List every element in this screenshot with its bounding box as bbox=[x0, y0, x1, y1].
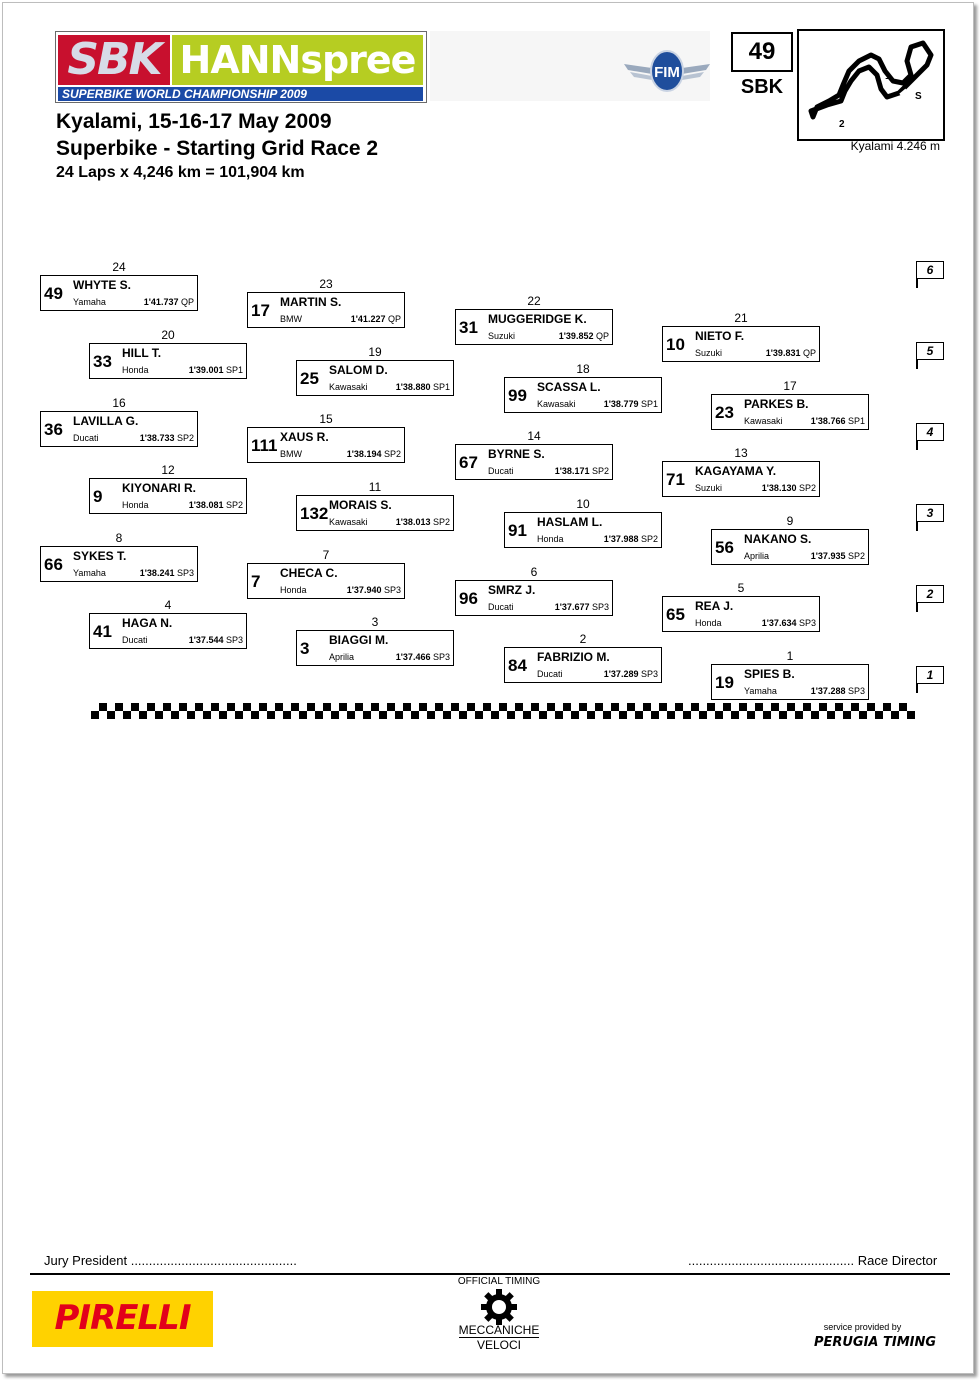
session-label: SP3 bbox=[225, 635, 243, 645]
championship-text: SUPERBIKE WORLD CHAMPIONSHIP 2009 bbox=[62, 87, 307, 101]
rider-name: KAGAYAMA Y. bbox=[695, 464, 777, 478]
grid-slot bbox=[711, 394, 869, 430]
rider-team: Suzuki bbox=[695, 348, 723, 358]
grid-slot bbox=[504, 647, 662, 683]
grid-position-label: 10 bbox=[576, 497, 590, 511]
rider-name: HAGA N. bbox=[122, 616, 173, 630]
grid-position-label: 16 bbox=[112, 396, 126, 410]
rider-name: CHECA C. bbox=[280, 566, 338, 580]
veloci-text: VELOCI bbox=[476, 1338, 521, 1352]
session-label: SP3 bbox=[432, 652, 450, 662]
rider-name: SYKES T. bbox=[73, 549, 127, 563]
session-label: SP1 bbox=[847, 416, 865, 426]
grid-position-label: 23 bbox=[319, 277, 333, 291]
row-flag bbox=[916, 423, 946, 449]
session-label: SP2 bbox=[383, 449, 401, 459]
grid-position-label: 6 bbox=[530, 565, 538, 579]
lap-time: 1'38.171 bbox=[554, 466, 590, 476]
rider-number: 9 bbox=[93, 487, 103, 506]
grid-position-label: 21 bbox=[734, 311, 748, 325]
session-label: QP bbox=[802, 348, 816, 358]
grid-slot bbox=[89, 478, 247, 514]
lap-time: 1'39.001 bbox=[188, 365, 224, 375]
grid-slot bbox=[247, 563, 405, 599]
rider-name: SPIES B. bbox=[744, 667, 795, 681]
lap-time: 1'37.935 bbox=[810, 551, 846, 561]
meccaniche-veloci-logo bbox=[440, 1323, 558, 1352]
grid-position-label: 20 bbox=[161, 328, 175, 342]
grid-slot bbox=[89, 613, 247, 649]
rider-team: BMW bbox=[280, 314, 302, 324]
rider-name: WHYTE S. bbox=[73, 278, 132, 292]
flag-pole bbox=[916, 521, 918, 531]
rider-team: Ducati bbox=[488, 466, 514, 476]
rider-number: 132 bbox=[300, 504, 329, 523]
sbk-hannspree-logo bbox=[55, 31, 427, 103]
lap-time: 1'37.634 bbox=[761, 618, 797, 628]
session-label: SP3 bbox=[591, 602, 609, 612]
rider-name: KIYONARI R. bbox=[122, 481, 197, 495]
grid-slot bbox=[296, 630, 454, 666]
session-label: SP3 bbox=[847, 686, 865, 696]
grid-position-label: 11 bbox=[368, 480, 382, 494]
grid-position-label: 13 bbox=[734, 446, 748, 460]
row-number: 6 bbox=[916, 261, 944, 279]
lap-time: 1'38.013 bbox=[395, 517, 431, 527]
rider-number: 33 bbox=[93, 352, 112, 371]
rider-team: Yamaha bbox=[73, 297, 106, 307]
pirelli-logo bbox=[32, 1291, 213, 1347]
rider-team: Yamaha bbox=[744, 686, 777, 696]
pirelli-logo-text: PIRELLI bbox=[54, 1298, 191, 1338]
rider-number: 65 bbox=[666, 605, 685, 624]
rider-team: Yamaha bbox=[73, 568, 106, 578]
lap-time: 1'38.241 bbox=[139, 568, 175, 578]
row-flag bbox=[916, 504, 946, 530]
lap-time: 1'41.227 bbox=[350, 314, 386, 324]
meccaniche-text: MECCANICHE bbox=[458, 1323, 540, 1337]
session-label: SP2 bbox=[176, 433, 194, 443]
lap-time: 1'38.130 bbox=[761, 483, 797, 493]
session-label: SP1 bbox=[640, 399, 658, 409]
fim-logo-text: FIM bbox=[654, 64, 680, 81]
rider-team: Suzuki bbox=[488, 331, 516, 341]
rider-number: 25 bbox=[300, 369, 319, 388]
rider-name: BYRNE S. bbox=[488, 447, 545, 461]
row-number: 4 bbox=[916, 423, 944, 441]
perugia-timing-logo: PERUGIA TIMING bbox=[813, 1335, 937, 1350]
grid-position-label: 19 bbox=[368, 345, 382, 359]
rider-name: MORAIS S. bbox=[329, 498, 392, 512]
grid-position-label: 17 bbox=[783, 379, 797, 393]
track-label-1: 1 bbox=[885, 71, 891, 82]
rider-name: HILL T. bbox=[122, 346, 162, 360]
session-label: SP3 bbox=[383, 585, 401, 595]
lap-time: 1'38.194 bbox=[346, 449, 382, 459]
grid-slot bbox=[89, 343, 247, 379]
grid-slot bbox=[711, 664, 869, 700]
row-number: 1 bbox=[916, 666, 944, 684]
grid-slot bbox=[40, 546, 198, 582]
track-label-s: S bbox=[915, 91, 922, 102]
lap-time: 1'38.766 bbox=[810, 416, 846, 426]
rider-team: Aprilia bbox=[744, 551, 770, 561]
row-number: 2 bbox=[916, 585, 944, 603]
rider-team: Honda bbox=[537, 534, 564, 544]
row-number: 3 bbox=[916, 504, 944, 522]
flag-pole bbox=[916, 683, 918, 693]
rider-name: SCASSA L. bbox=[537, 380, 601, 394]
rider-team: Aprilia bbox=[329, 652, 355, 662]
row-flag bbox=[916, 342, 946, 368]
grid-position-label: 2 bbox=[579, 632, 587, 646]
flag-pole bbox=[916, 278, 918, 288]
session-label: SP3 bbox=[176, 568, 194, 578]
session-label: SP2 bbox=[591, 466, 609, 476]
rider-number: 56 bbox=[715, 538, 734, 557]
rider-name: NIETO F. bbox=[695, 329, 745, 343]
lap-time: 1'38.779 bbox=[603, 399, 639, 409]
rider-team: Ducati bbox=[122, 635, 148, 645]
rider-number: 96 bbox=[459, 589, 478, 608]
grid-slot bbox=[247, 292, 405, 328]
jury-president-signature: Jury President .............................................. bbox=[44, 1253, 297, 1268]
rider-team: Ducati bbox=[537, 669, 563, 679]
grid-slot bbox=[662, 596, 820, 632]
rider-number: 49 bbox=[44, 284, 63, 303]
session-label: SP1 bbox=[225, 365, 243, 375]
grid-slot bbox=[455, 309, 613, 345]
grid-slot bbox=[662, 461, 820, 497]
grid-position-label: 24 bbox=[112, 260, 126, 274]
session-label: SP1 bbox=[432, 382, 450, 392]
session-label: SP2 bbox=[432, 517, 450, 527]
sbk-logo-text: SBK bbox=[67, 34, 161, 85]
rider-team: Kawasaki bbox=[329, 517, 368, 527]
lap-time: 1'37.466 bbox=[395, 652, 431, 662]
rider-name: NAKANO S. bbox=[744, 532, 812, 546]
rider-number: 84 bbox=[508, 656, 527, 675]
track-map-drawing bbox=[799, 31, 943, 139]
flag-pole bbox=[916, 602, 918, 612]
class-label: SBK bbox=[740, 76, 784, 98]
lap-time: 1'39.831 bbox=[765, 348, 801, 358]
rider-team: Kawasaki bbox=[744, 416, 783, 426]
rider-number: 17 bbox=[251, 301, 270, 320]
grid-position-label: 14 bbox=[527, 429, 541, 443]
race-distance: 24 Laps x 4,246 km = 101,904 km bbox=[56, 164, 305, 181]
rider-number: 67 bbox=[459, 453, 478, 472]
grid-slot bbox=[711, 529, 869, 565]
rider-number: 23 bbox=[715, 403, 734, 422]
lap-time: 1'38.880 bbox=[395, 382, 431, 392]
footer-divider bbox=[30, 1273, 950, 1275]
grid-position-label: 7 bbox=[322, 548, 330, 562]
lap-time: 1'37.988 bbox=[603, 534, 639, 544]
grid-position-label: 18 bbox=[576, 362, 590, 376]
rider-name: LAVILLA G. bbox=[73, 414, 139, 428]
grid-position-label: 4 bbox=[164, 598, 172, 612]
session-label: SP2 bbox=[798, 483, 816, 493]
rider-name: SMRZ J. bbox=[488, 583, 536, 597]
rider-team: BMW bbox=[280, 449, 302, 459]
document-title: Superbike - Starting Grid Race 2 bbox=[56, 137, 379, 160]
row-flag bbox=[916, 261, 946, 287]
grid-slot bbox=[296, 495, 454, 531]
rider-number: 41 bbox=[93, 622, 112, 641]
finish-line-checkered bbox=[91, 703, 915, 719]
rider-name: BIAGGI M. bbox=[329, 633, 389, 647]
rider-name: MUGGERIDGE K. bbox=[488, 312, 587, 326]
grid-position-label: 15 bbox=[319, 412, 333, 426]
rider-team: Honda bbox=[280, 585, 307, 595]
session-label: SP2 bbox=[847, 551, 865, 561]
fim-logo bbox=[622, 48, 712, 94]
rider-number: 19 bbox=[715, 673, 734, 692]
lap-time: 1'38.081 bbox=[188, 500, 224, 510]
rider-number: 91 bbox=[508, 521, 527, 540]
track-map bbox=[797, 29, 945, 141]
rider-team: Suzuki bbox=[695, 483, 723, 493]
grid-slot bbox=[455, 580, 613, 616]
grid-slot bbox=[40, 411, 198, 447]
rider-name: XAUS R. bbox=[280, 430, 329, 444]
lap-time: 1'37.288 bbox=[810, 686, 846, 696]
session-label: QP bbox=[387, 314, 401, 324]
race-director-signature: .............................................. Race Director bbox=[688, 1253, 938, 1268]
rider-number: 111 bbox=[251, 436, 278, 455]
row-flag bbox=[916, 666, 946, 692]
rider-team: Kawasaki bbox=[537, 399, 576, 409]
lap-time: 1'38.733 bbox=[139, 433, 175, 443]
lap-time: 1'37.544 bbox=[188, 635, 224, 645]
lap-time: 1'37.677 bbox=[554, 602, 590, 612]
lap-time: 1'41.737 bbox=[143, 297, 179, 307]
rider-number: 71 bbox=[666, 470, 685, 489]
official-timing-label: OFFICIAL TIMING bbox=[457, 1276, 541, 1287]
grid-slot bbox=[455, 444, 613, 480]
rider-number: 31 bbox=[459, 318, 478, 337]
rider-number: 7 bbox=[251, 572, 261, 591]
session-label: SP3 bbox=[640, 669, 658, 679]
rider-number: 99 bbox=[508, 386, 527, 405]
grid-slot bbox=[247, 427, 405, 463]
grid-position-label: 12 bbox=[161, 463, 175, 477]
grid-slot bbox=[662, 326, 820, 362]
service-provided-by: service provided by bbox=[823, 1322, 902, 1332]
session-label: QP bbox=[595, 331, 609, 341]
row-flag bbox=[916, 585, 946, 611]
grid-position-label: 22 bbox=[527, 294, 541, 308]
rider-team: Kawasaki bbox=[329, 382, 368, 392]
lap-time: 1'37.940 bbox=[346, 585, 382, 595]
grid-position-label: 8 bbox=[115, 531, 123, 545]
hannspree-logo-text: HANNspree bbox=[179, 38, 416, 82]
race-number: 49 bbox=[731, 32, 793, 72]
rider-name: REA J. bbox=[695, 599, 734, 613]
session-label: SP2 bbox=[225, 500, 243, 510]
session-label: SP3 bbox=[798, 618, 816, 628]
rider-number: 36 bbox=[44, 420, 63, 439]
lap-time: 1'39.852 bbox=[558, 331, 594, 341]
track-caption: Kyalami 4.246 m bbox=[850, 139, 940, 153]
flag-pole bbox=[916, 440, 918, 450]
rider-name: FABRIZIO M. bbox=[537, 650, 610, 664]
rider-team: Ducati bbox=[73, 433, 99, 443]
rider-team: Ducati bbox=[488, 602, 514, 612]
track-label-2: 2 bbox=[839, 119, 845, 130]
grid-slot bbox=[40, 275, 198, 311]
grid-slot bbox=[504, 512, 662, 548]
event-title: Kyalami, 15-16-17 May 2009 bbox=[56, 110, 332, 133]
rider-name: SALOM D. bbox=[329, 363, 388, 377]
gear-icon bbox=[480, 1288, 518, 1326]
grid-position-label: 1 bbox=[786, 649, 794, 663]
grid-slot bbox=[504, 377, 662, 413]
rider-team: Honda bbox=[695, 618, 722, 628]
rider-name: PARKES B. bbox=[744, 397, 809, 411]
session-label: SP2 bbox=[640, 534, 658, 544]
lap-time: 1'37.289 bbox=[603, 669, 639, 679]
rider-team: Honda bbox=[122, 500, 149, 510]
grid-position-label: 3 bbox=[371, 615, 379, 629]
flag-pole bbox=[916, 359, 918, 369]
rider-name: HASLAM L. bbox=[537, 515, 603, 529]
grid-slot bbox=[296, 360, 454, 396]
rider-team: Honda bbox=[122, 365, 149, 375]
rider-number: 66 bbox=[44, 555, 63, 574]
rider-name: MARTIN S. bbox=[280, 295, 342, 309]
row-number: 5 bbox=[916, 342, 944, 360]
session-label: QP bbox=[180, 297, 194, 307]
grid-position-label: 5 bbox=[737, 581, 745, 595]
rider-number: 10 bbox=[666, 335, 685, 354]
rider-number: 3 bbox=[300, 639, 310, 658]
grid-position-label: 9 bbox=[786, 514, 794, 528]
